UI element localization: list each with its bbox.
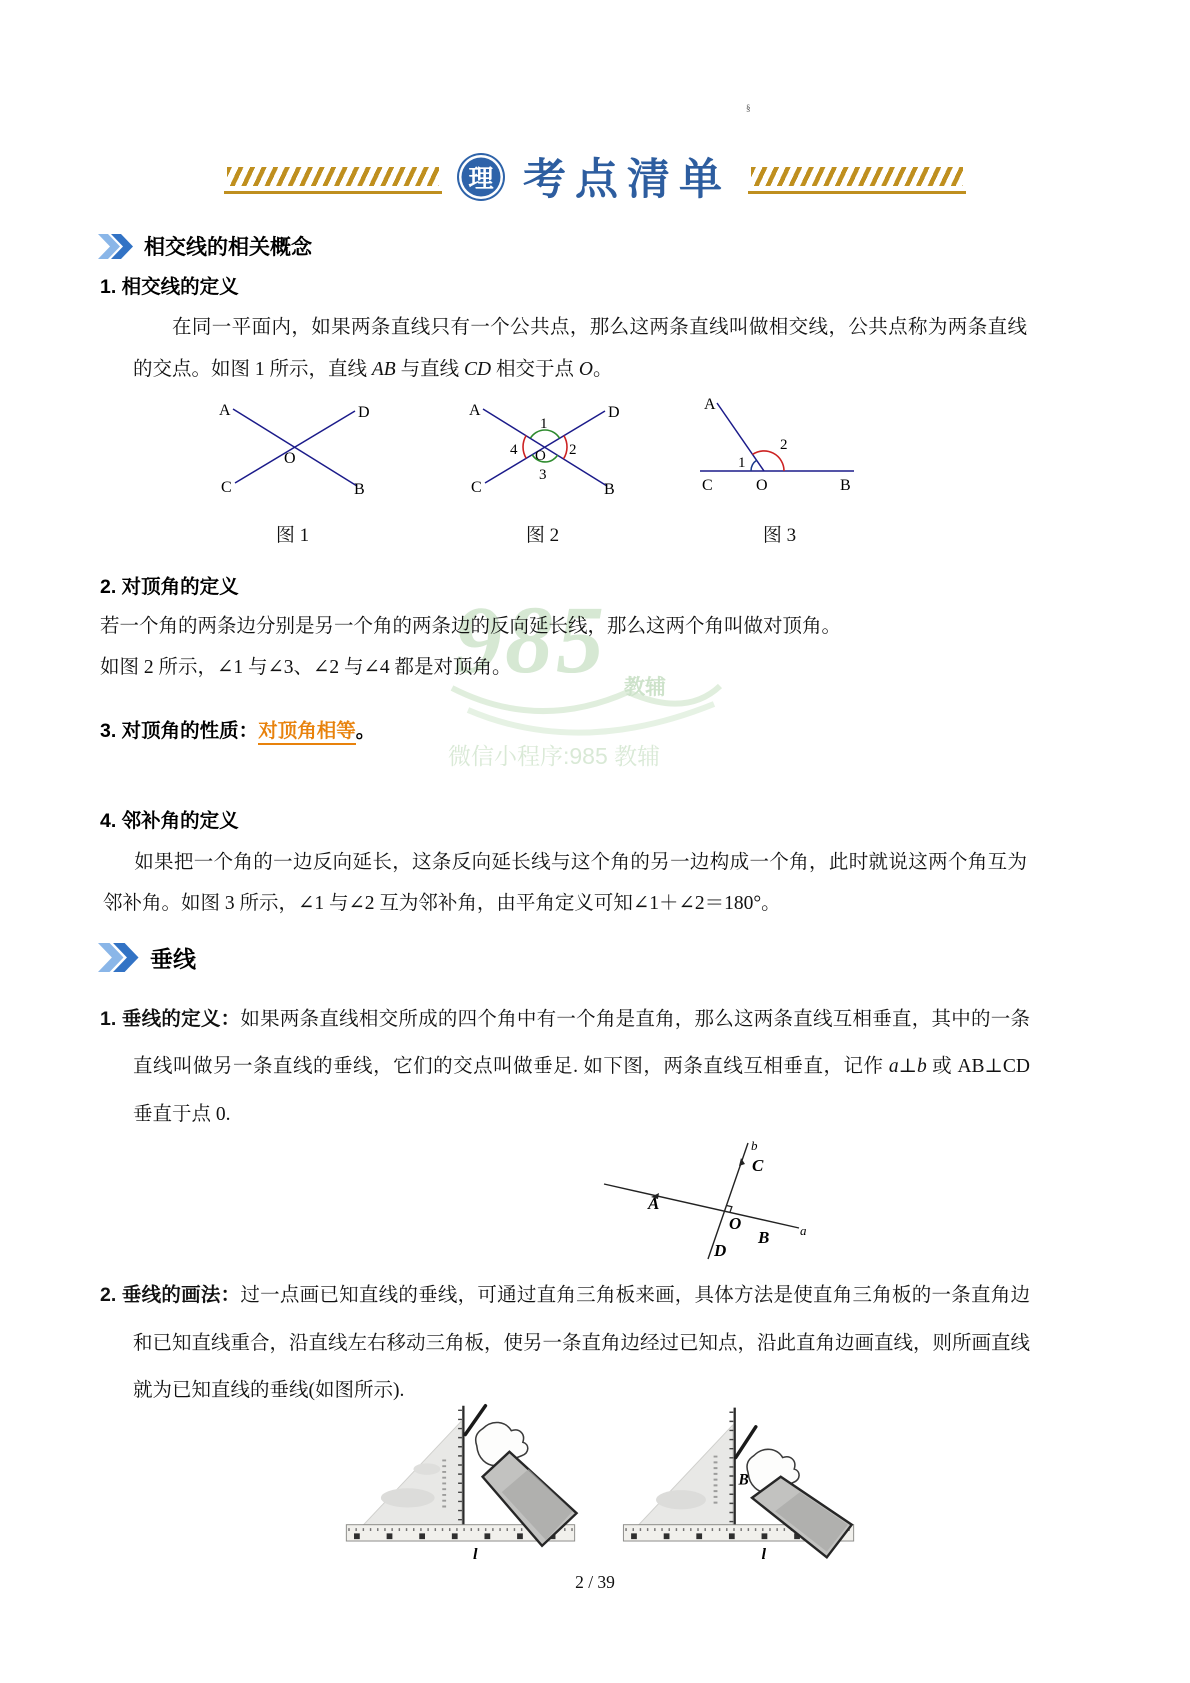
line-vertical-angles-property bbox=[100, 715, 1027, 743]
label-D: D bbox=[608, 403, 620, 421]
label-angle-1: 1 bbox=[738, 454, 746, 471]
figure-3-drawing bbox=[692, 391, 867, 501]
page-title: 考点清单 bbox=[523, 157, 731, 204]
figure-1 bbox=[205, 391, 380, 547]
corner-mark: § bbox=[746, 103, 751, 113]
page-number: 2 / 39 bbox=[575, 1572, 615, 1592]
section-intersecting-lines bbox=[98, 231, 1190, 261]
property-period: 。 bbox=[355, 719, 376, 742]
set-square bbox=[639, 1425, 733, 1525]
text-run: 如果两条直线相交所成的四个角中有一个角是直角，那么这两条直线互相垂直，其中的一条直线叫做另一条直线的垂线，它们的交点叫做垂足. 如下图，两条直线互相垂直，记作 bbox=[133, 1008, 1030, 1078]
section-title-text: 垂线 bbox=[150, 945, 196, 972]
heading-intersect-def: 1. 相交线的定义 bbox=[100, 276, 239, 298]
arc-angle-4 bbox=[523, 435, 526, 458]
label-b: b bbox=[751, 1138, 758, 1153]
sketch-shading bbox=[413, 1464, 440, 1476]
text-run: 。 bbox=[592, 358, 613, 380]
figures-row bbox=[0, 391, 1190, 547]
figure-2-drawing bbox=[455, 391, 630, 501]
decorative-slashes-left bbox=[227, 167, 439, 186]
section-perpendicular bbox=[98, 941, 1190, 974]
paragraph-perpendicular-drawing-method bbox=[100, 1272, 1031, 1415]
label-B: B bbox=[354, 480, 365, 498]
text-run: 相交于点 bbox=[491, 358, 579, 380]
math-O: O bbox=[578, 358, 593, 380]
heading-vertical-angles-def: 2. 对顶角的定义 bbox=[100, 575, 239, 598]
figure-3 bbox=[692, 391, 867, 547]
label-point-B: B bbox=[738, 1471, 749, 1489]
set-square-sketches bbox=[338, 1400, 1190, 1565]
label-line-l: l bbox=[472, 1544, 478, 1564]
watermark-caption: 微信小程序:985 教辅 bbox=[448, 743, 661, 769]
label-A: A bbox=[219, 401, 231, 419]
math-b: b bbox=[916, 1056, 927, 1078]
watermark-985: 985 bbox=[454, 586, 607, 693]
watermark-jiaofu: 教辅 bbox=[624, 676, 666, 699]
property-highlight: 对顶角相等 bbox=[258, 720, 356, 745]
set-square bbox=[364, 1421, 462, 1525]
sketch-left bbox=[338, 1400, 583, 1565]
text-run: 过一点画已知直线的垂线，可通过直角三角板来画，具体方法是使直角三角板的一条直角边和已知直线重合，沿直线左右移动三角板，使另一条直角边经过已知点，沿此直角边画直线，则所画直线就为已知直线的垂线(如图所示). bbox=[133, 1284, 1031, 1402]
sketch-right bbox=[617, 1400, 862, 1565]
label-O: O bbox=[535, 447, 546, 464]
label-O: O bbox=[284, 449, 296, 467]
label-C: C bbox=[702, 476, 713, 494]
perpendicular-figure bbox=[596, 1139, 811, 1266]
figure-1-drawing bbox=[205, 391, 380, 501]
perp-method-label: 2. 垂线的画法： bbox=[100, 1283, 241, 1306]
label-B: B bbox=[604, 480, 615, 498]
property-label: 3. 对顶角的性质： bbox=[100, 719, 259, 742]
paragraph-intersect-def bbox=[133, 307, 1027, 391]
text-run: 或 AB⊥CD 垂直于点 0. bbox=[133, 1056, 1030, 1126]
figure-1-caption: 图 1 bbox=[275, 524, 310, 546]
math-CD: CD bbox=[463, 358, 492, 380]
double-chevron-icon bbox=[98, 943, 142, 972]
section-title-text: 相交线的相关概念 bbox=[144, 236, 312, 259]
paragraph-perpendicular-def bbox=[100, 996, 1030, 1139]
label-angle-2: 2 bbox=[569, 441, 577, 458]
math-AB: AB bbox=[371, 358, 396, 380]
text-run: 在同一平面内，如果两条直线只有一个公共点，那么这两条直线叫做相交线，公共点称为两条直线的交点。如图 1 所示，直线 bbox=[133, 317, 1027, 380]
perpendicular-figure-drawing bbox=[596, 1139, 811, 1261]
label-angle-3: 3 bbox=[539, 466, 547, 483]
perp-def-label: 1. 垂线的定义： bbox=[100, 1007, 241, 1030]
perp-symbol: ⊥ bbox=[898, 1056, 917, 1078]
text-run: 与直线 bbox=[395, 358, 464, 380]
label-O: O bbox=[729, 1213, 742, 1233]
label-A: A bbox=[704, 395, 716, 413]
arc-angle-2 bbox=[564, 436, 567, 459]
label-B: B bbox=[840, 476, 851, 494]
label-C: C bbox=[221, 478, 232, 496]
double-chevron-icon bbox=[98, 234, 136, 259]
paragraph-adjacent-supplementary: 如果把一个角的一边反向延长，这条反向延长线与这个角的另一边构成一个角，此时就说这两个角互为邻补角。如图 3 所示，∠1 与∠2 互为邻补角，由平角定义可知∠1＋∠2＝180°。 bbox=[103, 851, 1027, 914]
heading-adjacent-supplementary-def: 4. 邻补角的定义 bbox=[100, 809, 239, 832]
li-badge-char: 理 bbox=[468, 165, 494, 193]
label-C: C bbox=[471, 478, 482, 496]
paragraph-vertical-angles-1: 若一个角的两条边分别是另一个角的两条边的反向延长线，那么这两个角叫做对顶角。 bbox=[100, 615, 842, 637]
label-O: O bbox=[756, 476, 768, 494]
figure-2 bbox=[455, 391, 630, 547]
line-a bbox=[604, 1184, 799, 1228]
math-a: a bbox=[888, 1056, 899, 1078]
label-B: B bbox=[758, 1227, 770, 1247]
li-badge bbox=[459, 155, 503, 199]
header-banner bbox=[227, 146, 963, 207]
label-A: A bbox=[469, 401, 481, 419]
label-angle-2: 2 bbox=[780, 436, 788, 453]
label-angle-4: 4 bbox=[510, 441, 518, 458]
sketch-shading bbox=[381, 1488, 435, 1507]
pencil bbox=[736, 1427, 756, 1458]
label-line-l: l bbox=[761, 1544, 767, 1564]
figure-3-caption: 图 3 bbox=[762, 524, 797, 546]
label-D: D bbox=[714, 1240, 727, 1260]
paragraph-vertical-angles-2: 如图 2 所示，∠1 与∠3、∠2 与∠4 都是对顶角。 bbox=[100, 656, 512, 678]
label-angle-1: 1 bbox=[540, 415, 548, 432]
decorative-slashes-right bbox=[751, 167, 963, 186]
label-A: A bbox=[648, 1193, 660, 1213]
label-C: C bbox=[752, 1155, 764, 1175]
arc-angle-1 bbox=[751, 460, 757, 471]
label-D: D bbox=[358, 403, 370, 421]
label-a: a bbox=[800, 1222, 807, 1238]
sketch-shading bbox=[656, 1490, 706, 1509]
figure-2-caption: 图 2 bbox=[525, 524, 560, 546]
